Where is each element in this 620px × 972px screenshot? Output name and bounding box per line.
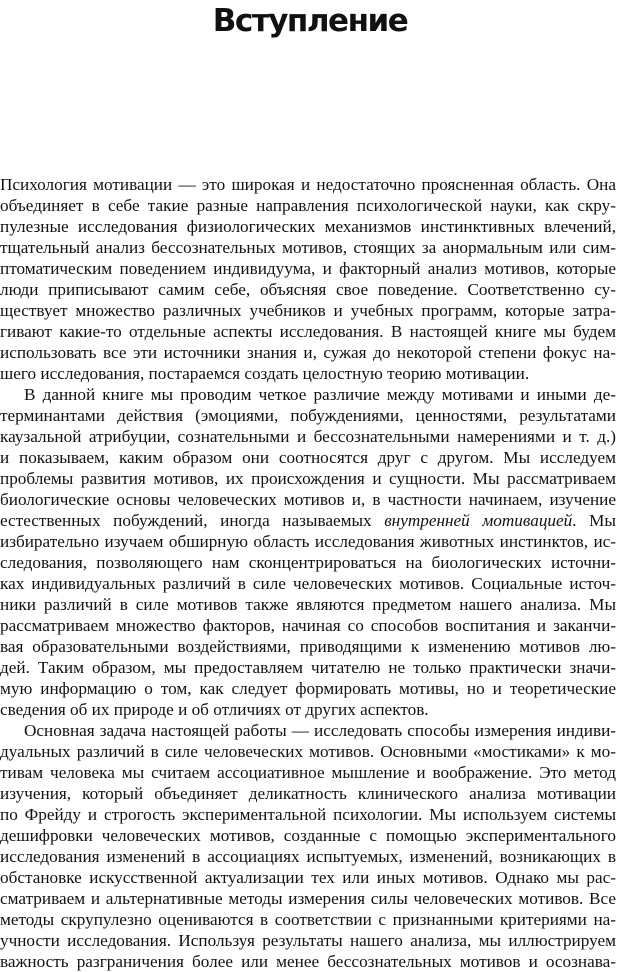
text-line: Психология мотивации — это широкая и недостаточно проясненная область. Она <box>0 175 616 194</box>
text-line: обстановке искусственной актуализации тех или иных мотивов. Однако мы рас- <box>0 868 616 887</box>
text-line: дешифровки человеческих мотивов, созданные с помощью экспериментального <box>0 826 616 845</box>
text-line: каузальной атрибуции, сознательными и бессознательными намерениями и т. д.) <box>0 427 616 446</box>
text-line: гивают какие-то отдельные аспекты исследования. В настоящей книге мы будем <box>0 322 616 341</box>
text-line: важность разграничения более или менее бессознательных мотивов и осознава- <box>0 952 616 971</box>
text-line: дуальных различий в силе человеческих мотивов. Основными «мостиками» к мо- <box>0 742 616 761</box>
text-line: ществует множество различных учебников и учебных программ, которые затра- <box>0 301 616 320</box>
italic-term: внутренней мотивацией <box>384 511 573 530</box>
text-line: Основная задача настоящей работы — исследовать способы измерения индиви- <box>24 721 616 740</box>
text-line: использовать все эти источники знания и, сужая до некоторой степени фокус на- <box>0 343 616 362</box>
text-line: избирательно изучаем обширную область исследования животных инстинктов, ис- <box>0 532 616 551</box>
text-line: изучения, который объединяет деликатность клинического анализа мотивации <box>0 784 616 803</box>
text-line: вая образовательными воздействиями, приводящими к изменению мотивов лю- <box>0 637 616 656</box>
text-line: по Фрейду и строгость экспериментальной психологии. Мы используем системы <box>0 805 616 824</box>
text-line: птоматическим поведением индивидуума, и факторный анализ мотивов, которые <box>0 259 616 278</box>
text-line: тивам человека мы считаем ассоциативное мышление и воображение. Это метод <box>0 763 616 782</box>
text-line: исследования изменений в ассоциациях испытуемых, изменений, возникающих в <box>0 847 616 866</box>
text-line: проблемы развития мотивов, их происхождения и сущности. Мы рассматриваем <box>0 469 616 488</box>
text-line: мую информацию о том, как следует формировать мотивы, но и теоретические <box>0 679 616 698</box>
text-line: терминантами действия (эмоциями, побуждениями, ценностями, результатами <box>0 406 616 425</box>
text-line: рассматриваем множество факторов, начиная со способов воспитания и заканчи- <box>0 616 616 635</box>
text-line: ках индивидуальных различий в силе человеческих мотивов. Социальные источ- <box>0 574 616 593</box>
text-line: методы скрупулезно оцениваются в соответствии с признанными критериями на- <box>0 910 616 929</box>
text-line <box>0 510 616 531</box>
text-line: следования, позволяющего нам сконцентрироваться на биологических источни- <box>0 553 616 572</box>
text-line: пулезные исследования физиологических механизмов инстинктивных влечений, <box>0 217 616 236</box>
text-line: ники различий в силе мотивов также являются предметом нашего анализа. Мы <box>0 595 616 614</box>
text-line: В данной книге мы проводим четкое различие между мотивами и иными де- <box>24 385 616 404</box>
text-line: дей. Таким образом, мы предоставляем читателю не только практически значи- <box>0 658 616 677</box>
text-line: люди приписывают самим себе, объясняя свое поведение. Соответственно су- <box>0 280 616 299</box>
text-line: шего исследования, постараемся создать целостную теорию мотивации. <box>0 364 530 383</box>
text-line: учности исследования. Используя результаты нашего анализа, мы иллюстрируем <box>0 931 616 950</box>
text-line: сведения об их природе и об отличиях от других аспектов. <box>0 700 429 719</box>
text-segment: естественных побуждений, иногда называемых <box>0 511 385 530</box>
text-line: тщательный анализ бессознательных мотивов, стоящих за анормальным или сим- <box>0 238 616 257</box>
text-line: объединяет в себе такие разные направления психологической науки, как скру- <box>0 196 616 215</box>
text-segment: . Мы <box>572 511 616 530</box>
chapter-title: Вступление <box>212 3 408 39</box>
body-text <box>0 174 616 972</box>
text-line: сматриваем и альтернативные методы измерения силы человеческих мотивов. Все <box>0 889 616 908</box>
text-line: и показываем, каким образом они соотносятся друг с другом. Мы исследуем <box>0 448 616 467</box>
text-line: биологические основы человеческих мотивов и, в частности начинаем, изучение <box>0 490 616 509</box>
